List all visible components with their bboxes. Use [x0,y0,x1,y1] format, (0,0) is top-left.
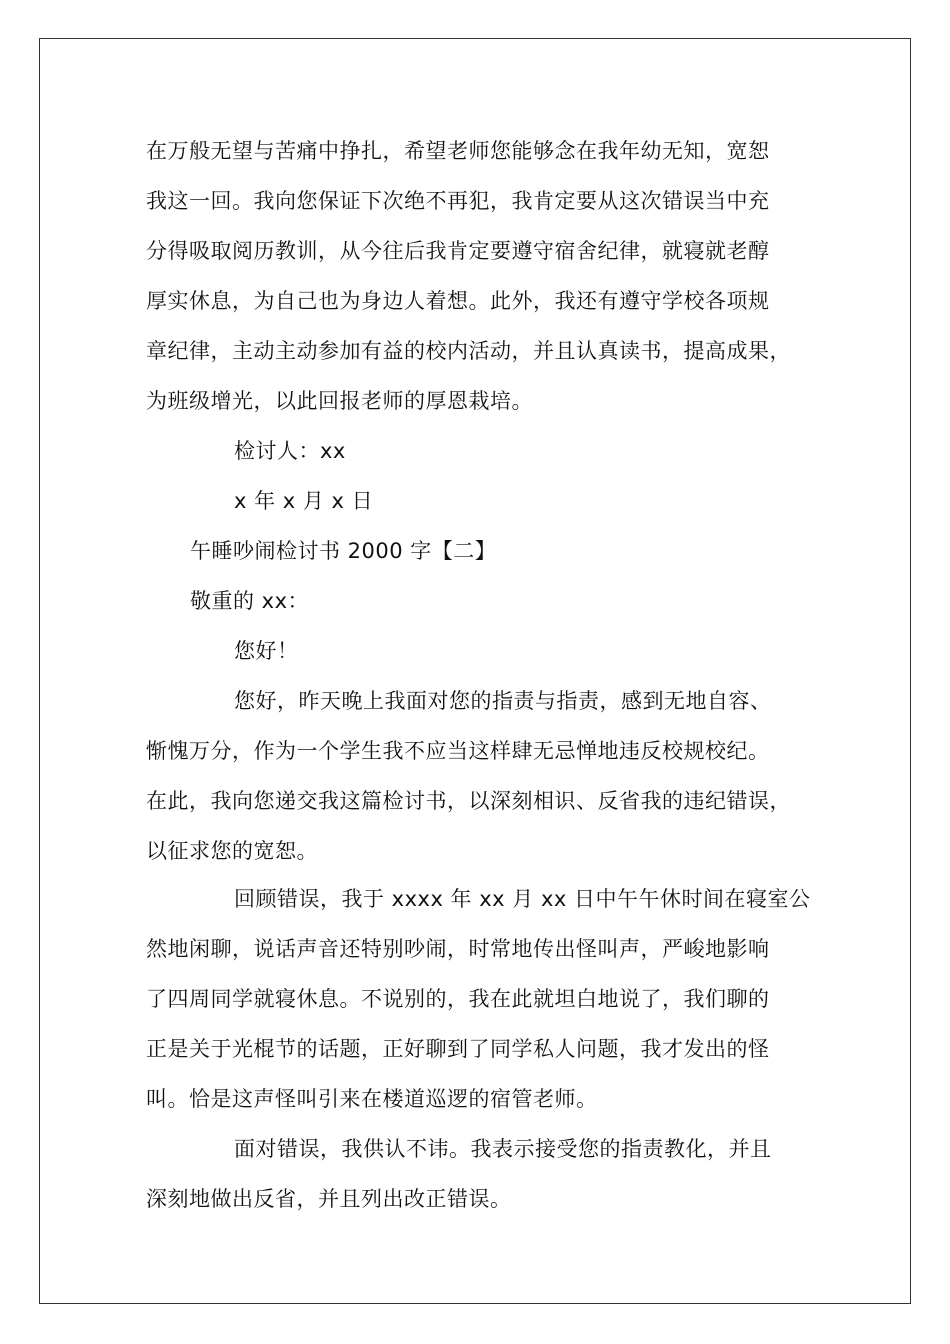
body-text-line: 厚实休息，为自己也为身边人着想。此外，我还有遵守学校各项规 [146,289,770,313]
body-text-line: 深刻地做出反省，并且列出改正错误。 [146,1187,512,1211]
body-text-line: 正是关于光棍节的话题，正好聊到了同学私人问题，我才发出的怪 [146,1037,770,1061]
body-text-line: 惭愧万分，作为一个学生我不应当这样肆无忌惮地违反校规校纪。 [146,739,770,763]
body-text-line: 叫。恰是这声怪叫引来在楼道巡逻的宿管老师。 [146,1087,598,1111]
section-title: 午睡吵闹检讨书 2000 字【二】 [190,539,497,563]
body-text-line: 我这一回。我向您保证下次绝不再犯，我肯定要从这次错误当中充 [146,189,770,213]
page-border [39,38,911,1304]
body-text-line: 在此，我向您递交我这篇检讨书，以深刻相识、反省我的违纪错误， [146,789,791,813]
body-text-line: 以征求您的宽恕。 [146,839,318,863]
body-text-line: 了四周同学就寝休息。不说别的，我在此就坦白地说了，我们聊的 [146,987,770,1011]
body-text-line: 在万般无望与苦痛中挣扎，希望老师您能够念在我年幼无知，宽恕 [146,139,770,163]
body-text-line: 然地闲聊，说话声音还特别吵闹，时常地传出怪叫声，严峻地影响 [146,937,770,961]
salutation: 敬重的 xx： [190,589,310,613]
body-text-line: 为班级增光，以此回报老师的厚恩栽培。 [146,389,533,413]
signature-date: x 年 x 月 x 日 [234,489,374,513]
greeting: 您好！ [234,639,299,663]
body-text-line: 章纪律，主动主动参加有益的校内活动，并且认真读书，提高成果， [146,339,791,363]
body-text-line: 面对错误，我供认不讳。我表示接受您的指责教化，并且 [234,1137,772,1161]
body-text-line: 分得吸取阅历教训，从今往后我肯定要遵守宿舍纪律，就寝就老醇 [146,239,770,263]
body-text-line: 您好，昨天晚上我面对您的指责与指责，感到无地自容、 [234,689,772,713]
signature-author: 检讨人：xx [234,439,346,463]
body-text-line: 回顾错误，我于 xxxx 年 xx 月 xx 日中午午休时间在寝室公 [234,887,811,911]
